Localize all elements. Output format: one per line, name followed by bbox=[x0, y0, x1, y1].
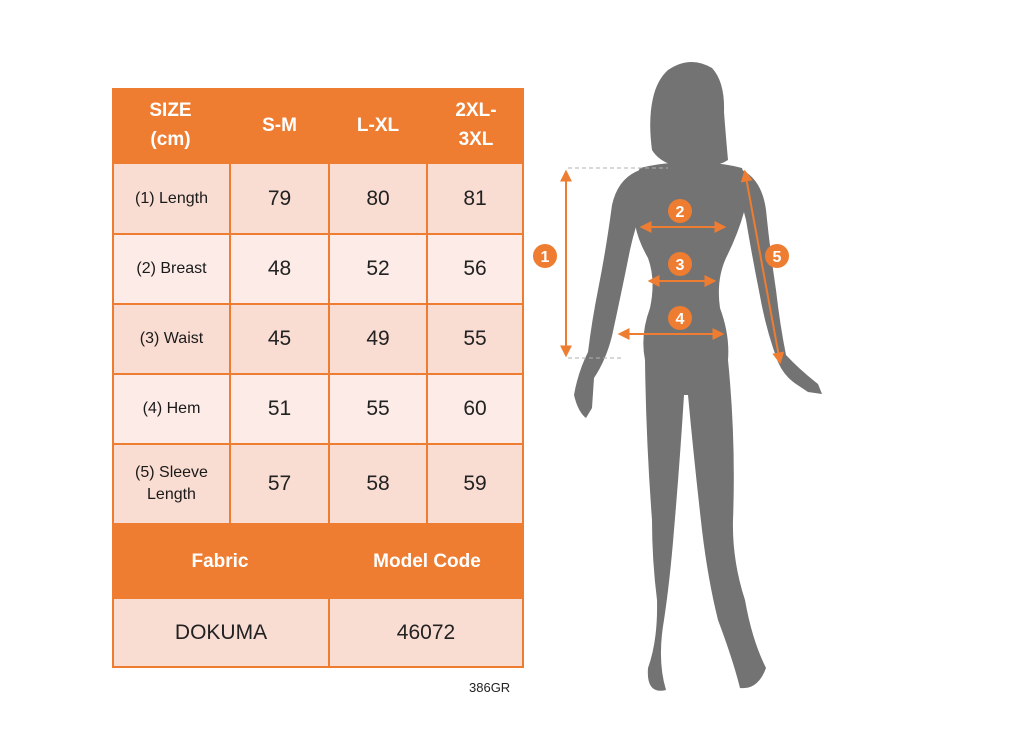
sleeve-s-m: 57 bbox=[231, 445, 328, 523]
svg-text:5: 5 bbox=[772, 249, 782, 266]
svg-text:3: 3 bbox=[675, 257, 685, 274]
column-header-l-xl: L-XL bbox=[356, 114, 400, 136]
sleeve-label-line1: (5) Sleeve bbox=[135, 464, 208, 481]
breast-s-m: 48 bbox=[231, 235, 328, 303]
product-code: 386GR bbox=[469, 680, 511, 695]
size-header-line2: (cm) bbox=[150, 129, 191, 150]
svg-text:4: 4 bbox=[675, 311, 685, 328]
size-header-line1: SIZE bbox=[149, 100, 192, 121]
marker-2 bbox=[668, 199, 692, 223]
length-2xl-3xl: 81 bbox=[428, 164, 522, 233]
breast-l-xl: 52 bbox=[330, 235, 426, 303]
column-header-s-m: S-M bbox=[262, 114, 297, 136]
fabric-value: DOKUMA bbox=[114, 599, 328, 666]
length-l-xl: 80 bbox=[330, 164, 426, 233]
size-chart-table bbox=[112, 88, 524, 668]
waist-l-xl: 49 bbox=[330, 305, 426, 373]
breast-2xl-3xl: 56 bbox=[428, 235, 522, 303]
size-header-cell bbox=[112, 88, 229, 162]
marker-4 bbox=[668, 306, 692, 330]
hem-2xl-3xl: 60 bbox=[428, 375, 522, 443]
marker-3 bbox=[668, 252, 692, 276]
fabric-header: Fabric bbox=[191, 550, 249, 572]
marker-1 bbox=[533, 244, 557, 268]
model-code-value: 46072 bbox=[330, 599, 522, 666]
row-label-waist: (3) Waist bbox=[114, 305, 229, 373]
marker-5 bbox=[765, 244, 789, 268]
svg-text:2: 2 bbox=[675, 204, 685, 221]
sleeve-label-line2: Length bbox=[147, 486, 196, 503]
column-header-2xl-line1: 2XL- bbox=[455, 100, 497, 121]
hem-s-m: 51 bbox=[231, 375, 328, 443]
woman-silhouette bbox=[574, 62, 822, 691]
row-label-length: (1) Length bbox=[114, 164, 229, 233]
hem-l-xl: 55 bbox=[330, 375, 426, 443]
row-label-breast: (2) Breast bbox=[114, 235, 229, 303]
body-silhouette-graphic bbox=[530, 55, 860, 705]
waist-2xl-3xl: 55 bbox=[428, 305, 522, 373]
length-s-m: 79 bbox=[231, 164, 328, 233]
sleeve-l-xl: 58 bbox=[330, 445, 426, 523]
column-header-2xl-3xl bbox=[428, 88, 524, 162]
row-label-hem: (4) Hem bbox=[114, 375, 229, 443]
column-header-3xl-line2: 3XL bbox=[458, 129, 494, 150]
measurement-figure bbox=[530, 55, 860, 705]
waist-s-m: 45 bbox=[231, 305, 328, 373]
model-code-header: Model Code bbox=[373, 550, 481, 572]
svg-text:1: 1 bbox=[540, 249, 550, 266]
sleeve-2xl-3xl: 59 bbox=[428, 445, 522, 523]
row-label-sleeve-length bbox=[114, 445, 229, 523]
